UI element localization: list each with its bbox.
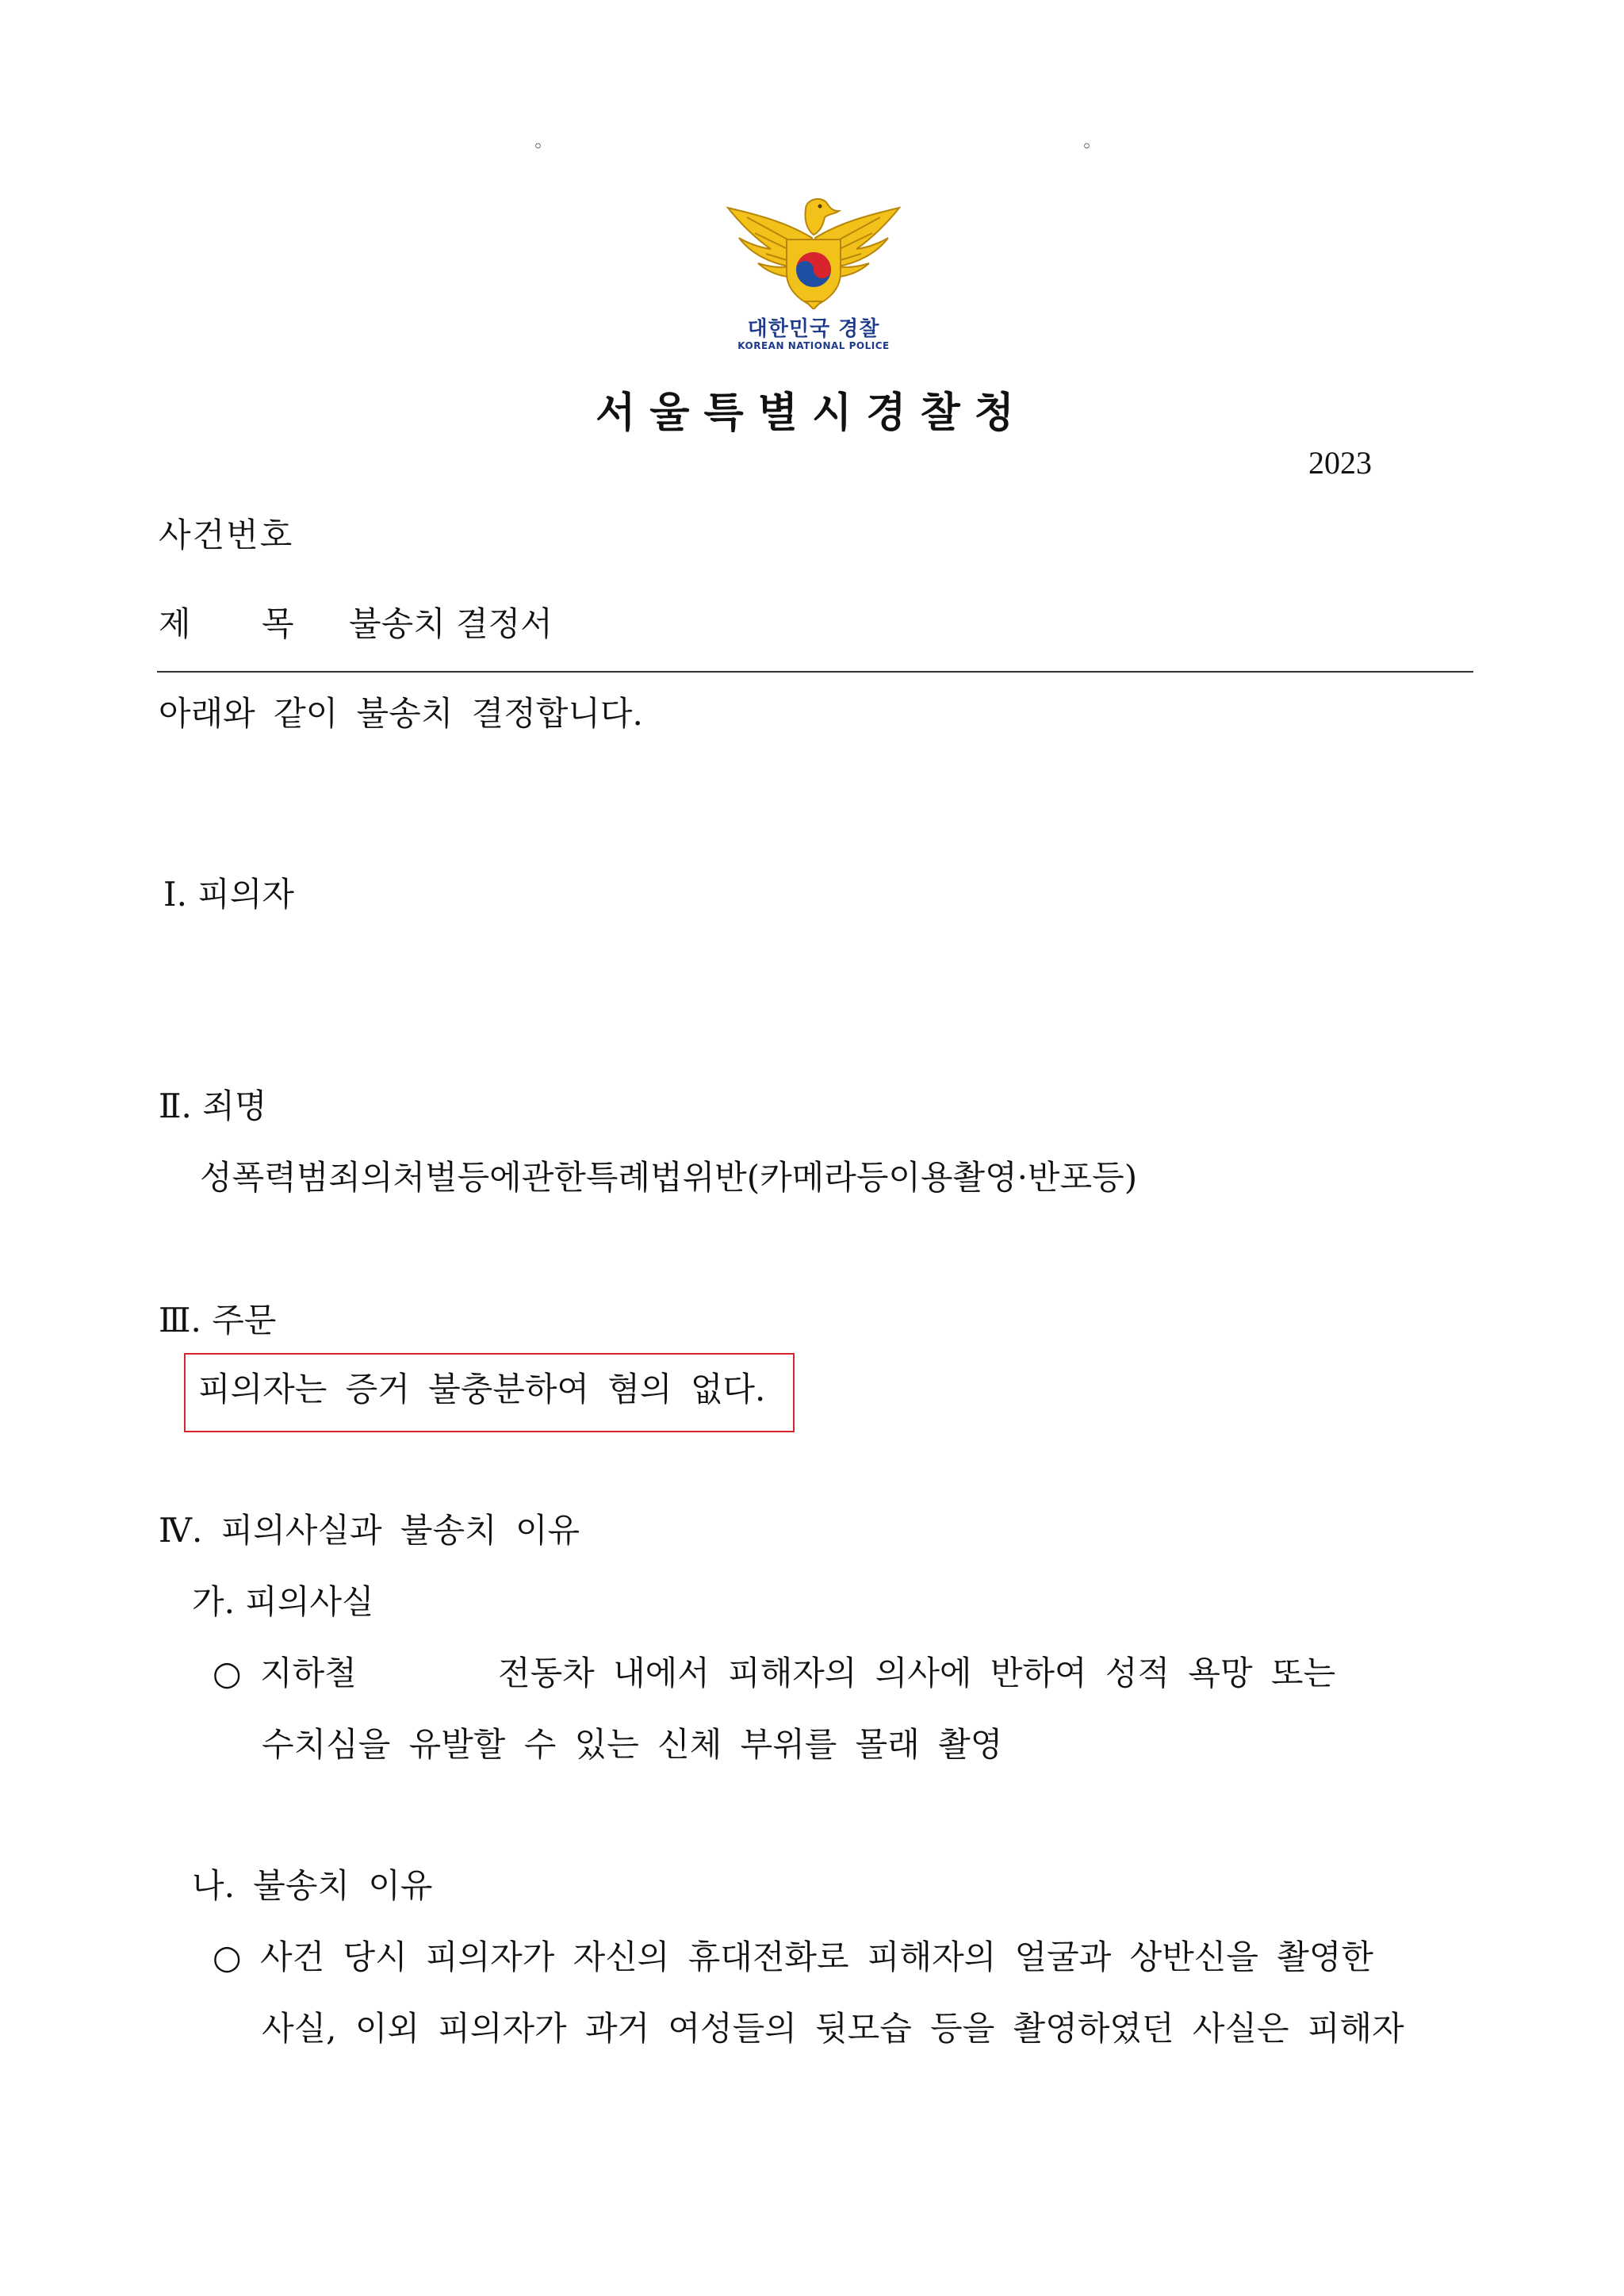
subject-value: 불송치 결정서 [349, 604, 553, 643]
reason-line-2: 사실, 이외 피의자가 과거 여성들의 뒷모습 등을 촬영하였던 사실은 피해자 [262, 2009, 1404, 2048]
allegation-line-1 [213, 1654, 1335, 1693]
bullet-circle-icon: ○ [213, 1938, 242, 1976]
section-1-title: Ⅰ. 피의자 [163, 875, 295, 914]
decorative-dot-right: ◦ [1082, 137, 1092, 157]
agency-title: 서울특별시경찰청 [596, 389, 1028, 437]
decorative-dot-left: ◦ [533, 137, 543, 157]
subject-row [159, 604, 553, 644]
subsection-ga-title: 가. 피의사실 [192, 1582, 374, 1621]
subject-label-char1: 제 [159, 604, 191, 643]
reason-text: 사건 당시 피의자가 자신의 휴대전화로 피해자의 얼굴과 상반신을 촬영한 [260, 1938, 1373, 1976]
case-number-label: 사건번호 [159, 516, 294, 554]
subject-label-char2: 목 [262, 604, 294, 643]
order-text: 피의자는 증거 불충분하여 혐의 없다. [198, 1370, 766, 1409]
allegation-text: 전동차 내에서 피해자의 의사에 반하여 성적 욕망 또는 [498, 1654, 1336, 1692]
emblem-text-korean: 대한민국 경찰 [747, 317, 880, 341]
section-2-title: Ⅱ. 죄명 [159, 1087, 267, 1125]
header-divider [157, 671, 1473, 673]
bullet-circle-icon: ○ [213, 1654, 242, 1692]
allegation-place: 지하철 [260, 1654, 357, 1692]
section-4-title: Ⅳ. 피의사실과 불송치 이유 [159, 1511, 580, 1550]
emblem-text-english: KOREAN NATIONAL POLICE [737, 340, 890, 351]
section-3-title: Ⅲ. 주문 [159, 1301, 277, 1340]
document-year: 2023 [1308, 445, 1372, 481]
reason-line-1 [213, 1938, 1373, 1977]
allegation-line-2: 수치심을 유발할 수 있는 신체 부위를 몰래 촬영 [262, 1725, 1003, 1764]
charge-name: 성폭력범죄의처벌등에관한특례법위반(카메라등이용촬영·반포등) [200, 1158, 1138, 1197]
subsection-na-title: 나. 불송치 이유 [192, 1866, 433, 1905]
intro-sentence: 아래와 같이 불송치 결정합니다. [159, 694, 643, 733]
